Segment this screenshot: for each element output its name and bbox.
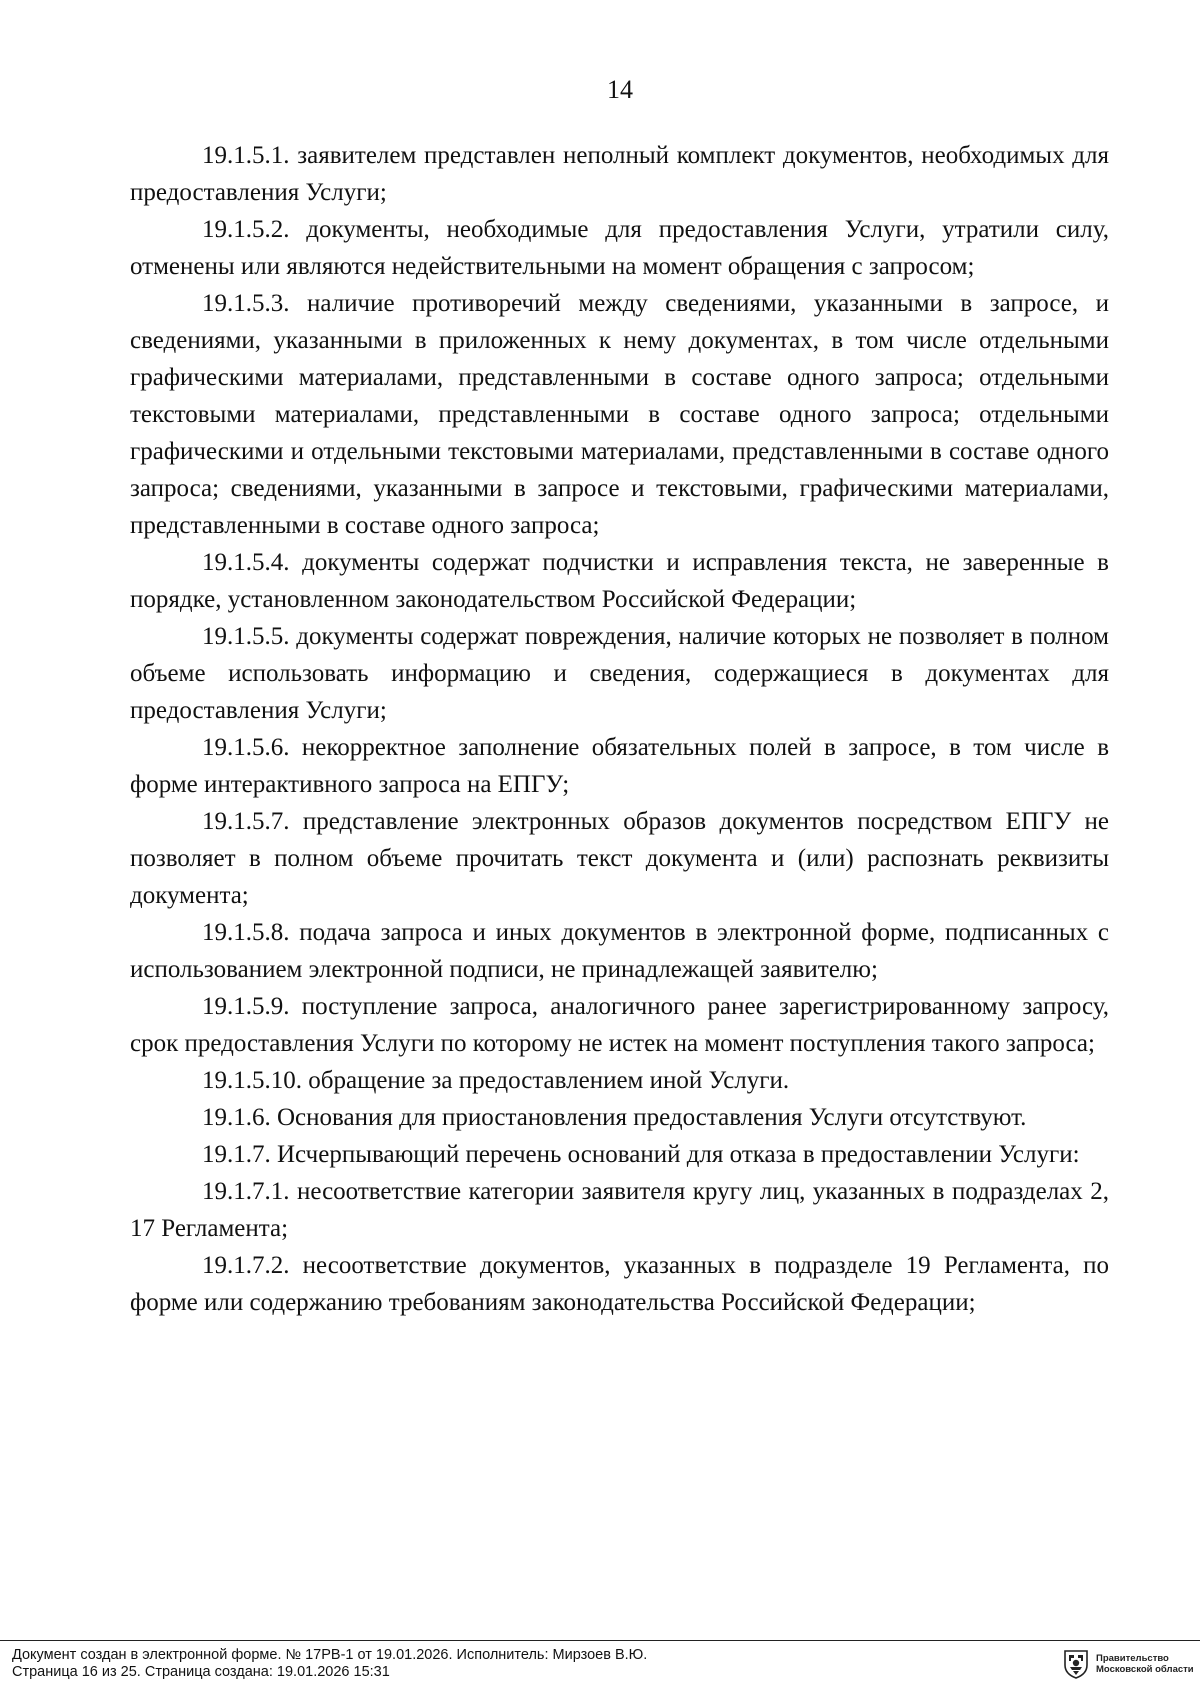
paragraph-19-1-5-3: 19.1.5.3. наличие противоречий между сведениями, указанными в запросе, и сведениями, указанными в приложенных к нему документах, в том числе отдельными графическими материалами, представленными в составе одного запроса; отдельными текстовыми материалами, представленными в составе одного запроса; отдельными графическими и отдельными текстовыми материалами, представленными в составе одного запроса; сведениями, указанными в запросе и текстовыми, графическими материалами, представленными в составе одного запроса; <box>130 290 1109 539</box>
logo-line-region: Московской области <box>1096 1664 1194 1675</box>
coat-of-arms-icon <box>1062 1649 1090 1679</box>
paragraph-19-1-5-2: 19.1.5.2. документы, необходимые для предоставления Услуги, утратили силу, отменены или являются недействительными на момент обращения с запросом; <box>130 216 1109 280</box>
paragraph-19-1-5-9: 19.1.5.9. поступление запроса, аналогичного ранее зарегистрированному запросу, срок предоставления Услуги по которому не истек на момент поступления такого запроса; <box>130 993 1109 1057</box>
page-number: 14 <box>607 75 633 104</box>
footer-document-line: Документ создан в электронной форме. № 17РВ-1 от 19.01.2026. Исполнитель: Мирзоев В.Ю. <box>12 1647 648 1663</box>
footer-page-line: Страница 16 из 25. Страница создана: 19.01.2026 15:31 <box>12 1664 390 1680</box>
footer-divider <box>0 1640 1200 1641</box>
paragraph-19-1-6: 19.1.6. Основания для приостановления предоставления Услуги отсутствуют. <box>202 1104 1027 1131</box>
paragraph-19-1-5-10: 19.1.5.10. обращение за предоставлением иной Услуги. <box>202 1067 790 1094</box>
paragraph-19-1-5-1: 19.1.5.1. заявителем представлен неполный комплект документов, необходимых для предоставления Услуги; <box>130 142 1109 206</box>
paragraph-19-1-5-6: 19.1.5.6. некорректное заполнение обязательных полей в запросе, в том числе в форме интерактивного запроса на ЕПГУ; <box>130 734 1109 798</box>
document-body <box>130 137 1109 1321</box>
government-logo <box>1062 1649 1194 1679</box>
paragraph-19-1-5-7: 19.1.5.7. представление электронных образов документов посредством ЕПГУ не позволяет в полном объеме прочитать текст документа и (или) распознать реквизиты документа; <box>130 808 1109 909</box>
paragraph-19-1-7-1: 19.1.7.1. несоответствие категории заявителя кругу лиц, указанных в подразделах 2, 17 Регламента; <box>130 1178 1109 1242</box>
logo-line-government: Правительство <box>1096 1653 1169 1664</box>
paragraph-19-1-5-5: 19.1.5.5. документы содержат повреждения, наличие которых не позволяет в полном объеме использовать информацию и сведения, содержащиеся в документах для предоставления Услуги; <box>130 623 1109 724</box>
paragraph-19-1-5-8: 19.1.5.8. подача запроса и иных документов в электронной форме, подписанных с использованием электронной подписи, не принадлежащей заявителю; <box>130 919 1109 983</box>
paragraph-19-1-7: 19.1.7. Исчерпывающий перечень оснований для отказа в предоставлении Услуги: <box>202 1141 1080 1168</box>
footer-info <box>12 1647 647 1681</box>
paragraph-19-1-5-4: 19.1.5.4. документы содержат подчистки и исправления текста, не заверенные в порядке, установленном законодательством Российской Федерации; <box>130 549 1109 613</box>
paragraph-19-1-7-2: 19.1.7.2. несоответствие документов, указанных в подразделе 19 Регламента, по форме или содержанию требованиям законодательства Российской Федерации; <box>130 1252 1109 1316</box>
